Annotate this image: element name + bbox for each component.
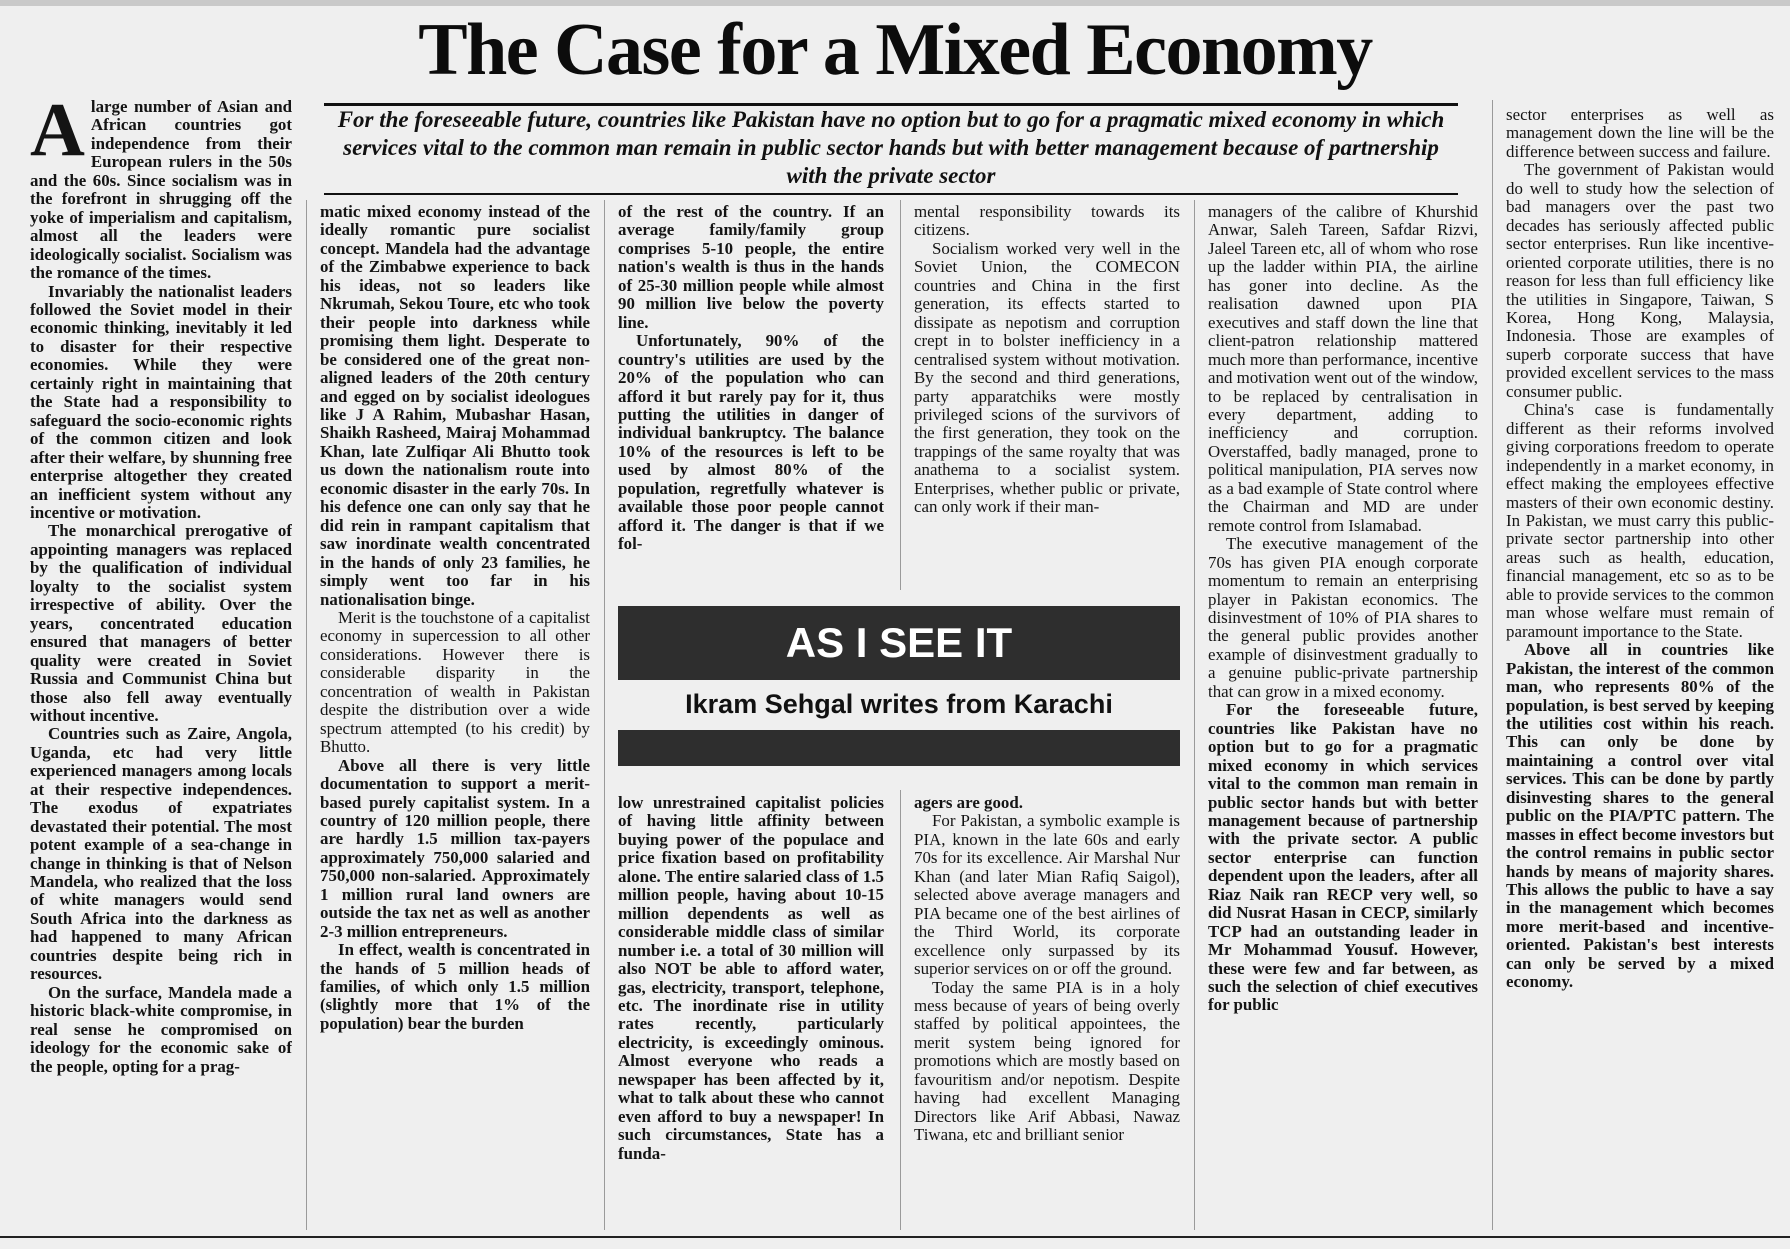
column-3-bottom (618, 794, 884, 1230)
paragraph: Above all in countries like Pakistan, the interest of the common man, who represents 80% of the population, is best served by keeping the utilities cost within his reach. This can only be done by maintaining a control over vital services. This can be done by partly disinvesting shares to the general public on the PIA/PTC pattern. The masses in effect become investors but the control remains in public sector hands by means of majority shares. This allows the public to have a say in the management which becomes more merit-based and incentive-oriented. Pakistan's best interests can only be served by a mixed economy. (1506, 640, 1774, 992)
paragraph: Unfortunately, 90% of the country's utilities are used by the 20% of the population who can afford it but rarely pay for it, thus putting the utilities in danger of individual bankruptcy. The balance 10% of the resources is left to be used by almost 80% of the population, regretfully whatever is available those poor people cannot afford it. The danger is that if we fol- (618, 331, 884, 554)
column-divider (1194, 200, 1195, 1230)
deck-bottom-rule (324, 193, 1458, 195)
column-divider (900, 200, 901, 590)
paragraph: For Pakistan, a symbolic example is PIA, known in the late 60s and early 70s for its excellence. Air Marshal Nur Khan (and later Mian Rafiq Saigol), selected above average managers and PIA became one of the best airlines of the Third World, its corporate excellence only surpassed by its superior services on or off the ground. (914, 811, 1180, 979)
headline: The Case for a Mixed Economy (418, 9, 1372, 91)
column-6 (1506, 106, 1774, 1230)
paragraph: Merit is the touchstone of a capitalist economy in supercession to all other considerations. However there is considerable disparity in the concentration of wealth in Pakistan despite the distribution over a wide spectrum attempted (to his credit) by Bhutto. (320, 607, 590, 757)
paragraph: In effect, wealth is concentrated in the hands of 5 million heads of families, of which only 1.5 million (slightly more that 1% of the population) bear the burden (320, 940, 590, 1033)
paragraph: China's case is fundamentally different as their reforms involved giving corporations freedom to operate independently in a market economy, in effect making the employees effective masters of their own economic destiny. In Pakistan, we must carry this public-private sector partnership into other areas such as health, education, financial management, etc so as to be able to provide services to the common man whose welfare must remain of paramount importance to the State. (1506, 400, 1774, 641)
deck-subheadline: For the foreseeable future, countries like Pakistan have no option but to go for a pragmatic mixed economy in which services vital to the common man remain in public sector hands but with better management because of partnership with the private sector (337, 107, 1445, 188)
article-bottom-rule (0, 1236, 1790, 1238)
paragraph: sector enterprises as well as management down the line will be the difference between success and failure. (1506, 106, 1774, 161)
paragraph: low unrestrained capitalist policies of having little affinity between buying power of the populace and price fixation based on profitability alone. The entire salaried class of 1.5 million people, having about 10-15 million dependents as well as considerable middle class of similar number i.e. a total of 30 million will also NOT be able to afford water, gas, electricity, transport, telephone, etc. The inordinate rise in utility rates recently, particularly electricity, is exceedingly ominous. Almost everyone who reads a newspaper has been affected by it, what to talk about these who cannot even afford to buy a newspaper! In such circumstances, State has a funda- (618, 794, 884, 1163)
paragraph: Socialism worked very well in the Soviet Union, the COMECON countries and China in the first generation, its effects started to dissipate as nepotism and corruption crept in to bolster inefficiency in a centralised system without motivation. By the second and third generations, party apparatchiks were mostly privileged scions of the survivors of the first generation, they took on the trappings of the same royalty that was anathema to a socialist system. Enterprises, whether public or private, can only work if their man- (914, 238, 1180, 517)
column-5 (1208, 203, 1478, 1230)
byline: Ikram Sehgal writes from Karachi (685, 689, 1113, 719)
decorative-bar (618, 730, 1180, 766)
paragraph: matic mixed economy instead of the ideally romantic pure socialist concept. Mandela had the advantage of the Zimbabwe experience to back his ideas, not so leaders like Nkrumah, Sekou Toure, etc who took their people into darkness while promising them light. Desperate to be considered one of the great non-aligned leaders of the 20th century and egged on by socialist ideologues like J A Rahim, Mubashar Hasan, Shaikh Rasheed, Mairaj Mohammad Khan, late Zulfiqar Ali Bhutto took us down the nationalism route into economic disaster in the early 70s. In his defence one can only say that he did rein in rampant capitalism that saw inordinate wealth concentrated in the hands of only 23 families, he simply went too far in his nationalisation binge. (320, 203, 590, 609)
paragraph: The monarchical prerogative of appointing managers was replaced by the qualification of individual loyalty to the socialist system irrespective of ability. Over the years, concentrated education ensured that managers of better quality were created in Soviet Russia and Communist China but those also fell away eventually without incentive. (30, 521, 292, 725)
paragraph: agers are good. (914, 794, 1023, 812)
paragraph: On the surface, Mandela made a historic black-white compromise, in real sense he compromised on ideology for the economic sake of the people, opting for a prag- (30, 982, 292, 1076)
column-2 (320, 203, 590, 1230)
column-4-top (914, 203, 1180, 583)
paragraph: Countries such as Zaire, Angola, Uganda, etc had very little experienced managers among locals at their respective independences. The exodus of expatriates devastated their potential. The most potent example of a sea-change in change in thinking is that of Nelson Mandela, who realized that the loss of white managers would send South Africa into the darkness as had happened to many African countries despite being rich in resources. (30, 724, 292, 984)
column-1 (30, 98, 292, 1228)
paragraph: of the rest of the country. If an average family/family group comprises 5-10 people, the entire nation's wealth is thus in the hands of 25-30 million people while almost 90 million live below the poverty line. (618, 203, 884, 332)
column-divider (604, 200, 605, 1230)
column-3-top (618, 203, 884, 583)
paragraph: For the foreseeable future, countries like Pakistan have no option but to go for a pragmatic mixed economy in which services vital to the common man remain in public sector hands but with better management because of partnership with the private sector. A public sector enterprise can function dependent upon the leaders, after all Riaz Naik ran RECP very well, so did Nusrat Hasan in CECP, similarly TCP had an outstanding leader in Mr Mohammad Yousuf. However, these were few and far between, as such the selection of chief executives for public (1208, 700, 1478, 1015)
paragraph: Alarge number of Asian and African countries got independence from their European rulers in the 50s and the 60s. Since socialism was in the forefront in shrugging off the yoke of imperialism and capitalism, almost all the leaders were ideologically socialist. Socialism was the romance of the times. (30, 98, 292, 283)
column-4-bottom (914, 794, 1180, 1230)
column-divider (900, 790, 901, 1230)
column-label: AS I SEE IT (618, 606, 1180, 680)
column-label-box (618, 606, 1180, 766)
paragraph: managers of the calibre of Khurshid Anwar, Saleh Tareen, Safdar Rizvi, Jaleel Tareen etc, all of whom who rose up the ladder within PIA, the airline has goner into decline. As the realisation dawned upon PIA executives and staff down the line that client-patron relationship mattered much more than performance, incentive and motivation went out of the window, to be replaced by centralisation in every department, adding to inefficiency and corruption. Overstaffed, badly managed, prone to political manipulation, PIA serves now as a bad example of State control where the Chairman and MD are under remote control from Islamabad. (1208, 203, 1478, 535)
column-divider (1492, 100, 1493, 1230)
drop-cap: A (30, 98, 85, 172)
paragraph: mental responsibility towards its citizens. (914, 203, 1180, 240)
paragraph: Invariably the nationalist leaders followed the Soviet model in their economic thinking, inevitably it led to disaster for their respective economies. While they were certainly right in maintaining that the State had a responsibility to safeguard the socio-economic rights of the common citizen and look after their welfare, by shunning free enterprise altogether they created an inefficient system without any incentive or motivation. (30, 281, 292, 522)
paragraph: Above all there is very little documentation to support a merit-based purely capitalist system. In a country of 120 million people, there are hardly 1.5 million tax-payers approximately 750,000 salaried and 750,000 non-salaried. Approximately 1 million rural land owners are outside the tax net as well as another 2-3 million entrepreneurs. (320, 755, 590, 941)
paragraph: Today the same PIA is in a holy mess because of years of being overly staffed by political appointees, the merit system being ignored for promotions which are mostly based on favouritism and/or nepotism. Despite having had excellent Managing Directors like Arif Abbasi, Nawaz Tiwana, etc and brilliant senior (914, 977, 1180, 1145)
paragraph: The government of Pakistan would do well to study how the selection of bad managers over the past two decades has seriously affected public sector enterprises. Run like incentive-oriented corporate utilities, there is no reason for less than full efficiency like the utilities in Singapore, Taiwan, S Korea, Hong Kong, Malaysia, Indonesia. Those are examples of superb corporate success that have provided excellent services to the mass consumer public. (1506, 160, 1774, 401)
column-divider (306, 200, 307, 1230)
paragraph: The executive management of the 70s has given PIA enough corporate momentum to remain an enterprising player in Pakistan economics. The disinvestment of 10% of PIA shares to the general public provides another example of disinvestment gradually to a genuine public-private partnership that can grow in a mixed economy. (1208, 534, 1478, 701)
